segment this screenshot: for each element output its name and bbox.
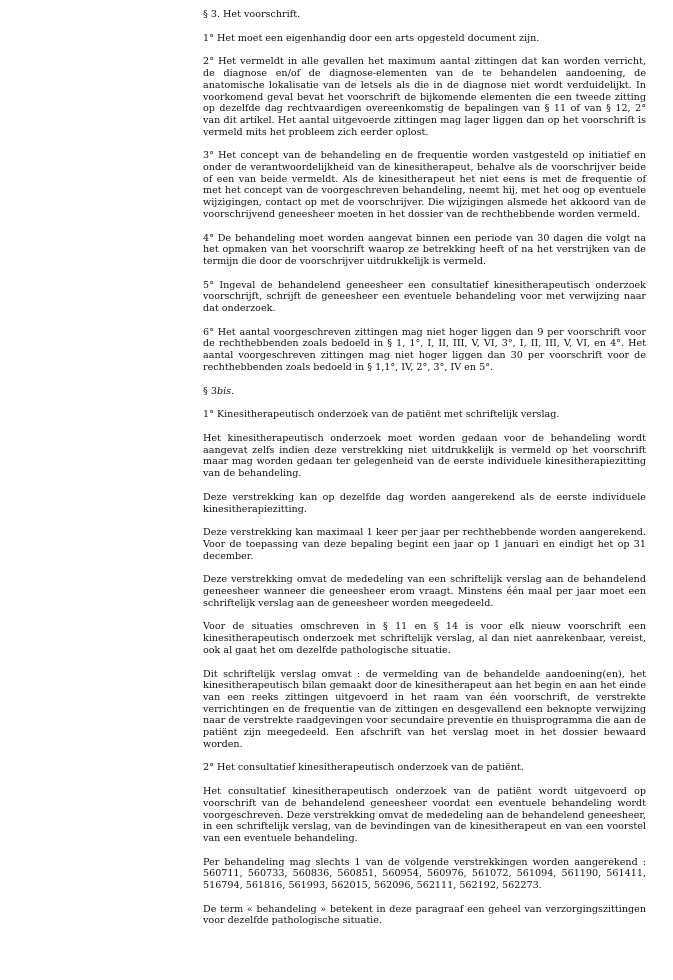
paragraph: Deze verstrekking kan op dezelfde dag worden aangerekend als de eerste individuele kinesitherapiezitting. (203, 491, 646, 515)
paragraph: Per behandeling mag slechts 1 van de volgende verstrekkingen worden aangerekend : 560711, 560733, 560836, 560851, 560954, 560976, 561072, 561094, 561190, 561411, 516794, 561816, 561993, 562015, 562096, 562111, 562192, 562273. (203, 856, 646, 892)
section-heading-3: § 3. Het voorschrift. (203, 9, 301, 20)
paragraph: Deze verstrekking omvat de mededeling van een schriftelijk verslag aan de behandelend geneesheer wanneer die geneesheer erom vraagt. Minstens één maal per jaar moet een schriftelijk verslag aan de geneesheer worden meegedeeld. (203, 574, 646, 609)
paragraph: Deze verstrekking kan maximaal 1 keer per jaar per rechthebbende worden aangerekend. Voor de toepassing van deze bepaling begint een jaar op 1 januari en eindigt het op 31 december. (203, 527, 646, 562)
paragraph: Voor de situaties omschreven in § 11 en § 14 is voor elk nieuw voorschrift een kinesitherapeutisch onderzoek met schriftelijk verslag, al dan niet aanrekenbaar, vereist, ook al gaat het om dezelfde pathologische situatie. (203, 621, 646, 656)
paragraph: 6° Het aantal voorgeschreven zittingen mag niet hoger liggen dan 9 per voorschrift voor de rechthebbenden zoals bedoeld in § 1, 1°, I, II, III, V, VI, 3°, I, II, III, V, VI, en 4°. Het aantal voorgeschreven zittingen mag niet hoger liggen dan 30 per voorschrift voor de rechthebbenden zoals bedoeld in § 1,1°, IV, 2°, 3°, IV en 5°. (203, 326, 646, 373)
paragraph: 3° Het concept van de behandeling en de frequentie worden vastgesteld op initiatief en onder de verantwoordelijkheid van de kinesitherapeut, behalve als de voorschrijver beide of een van beide vermeldt. Als de kinesitherapeut het niet eens is met de frequentie of met het concept van de voorgeschreven behandeling, neemt hij, met het oog op eventuele wijzigingen, contact op met de voorschrijver. Die wijzigingen alsmede het akkoord van de voorschrijvend geneesheer moeten in het dossier van de rechthebbende worden vermeld. (203, 150, 646, 220)
section-heading-3bis: § 3bis. (203, 385, 235, 397)
paragraph: 2° Het consultatief kinesitherapeutisch onderzoek van de patiënt. (203, 762, 524, 774)
paragraph: Het consultatief kinesitherapeutisch onderzoek van de patiënt wordt uitgevoerd op voorschrift van de behandelend geneesheer voordat een eventuele behandeling wordt voorgeschreven. Deze verstrekking omvat de mededeling aan de behandelend geneesheer, in een schriftelijk verslag, van de bevindingen van de kinesitherapeut en van een voorstel van een eventuele behandeling. (203, 786, 646, 844)
paragraph: 1° Het moet een eigenhandig door een arts opgesteld document zijn. (203, 32, 540, 44)
paragraph: 5° Ingeval de behandelend geneesheer een consultatief kinesitherapeutisch onderzoek voorschrijft, schrijft de geneesheer een eventuele behandeling voor met verwijzing naar dat onderzoek. (203, 279, 646, 315)
paragraph: Dit schriftelijk verslag omvat : de vermelding van de behandelde aandoening(en), het kinesitherapeutisch bilan gemaakt door de kinesitherapeut aan het begin en aan het einde van een reeks zittingen uitgevoerd in het raam van één voorschrift, de verstrekte verrichtingen en de frequentie van de zittingen en desgevallend een beknopte verwijzing naar de verstrekte raadgevingen voor secundaire preventie en thuisprogramma die aan de patiënt zijn meegedeeld. Een afschrift van het verslag moet in het dossier bewaard worden. (203, 668, 646, 750)
paragraph: Het kinesitherapeutisch onderzoek moet worden gedaan voor de behandeling wordt aangevat zelfs indien deze verstrekking niet uitdrukkelijk is vermeld op het voorschrift maar mag worden gedaan ter gelegenheid van de eerste individuele kinesitherapiezitting van de behandeling. (203, 432, 646, 480)
paragraph: De term « behandeling » betekent in deze paragraaf een geheel van verzorgingszittingen voor dezelfde pathologische situatie. (203, 903, 646, 927)
paragraph: 4° De behandeling moet worden aangevat binnen een periode van 30 dagen die volgt na het opmaken van het voorschrift waarop ze betrekking heeft of na het verstrijken van de termijn die door de voorschrijver uitdrukkelijk is vermeld. (203, 232, 646, 267)
document-body (203, 9, 646, 939)
paragraph: 2° Het vermeldt in alle gevallen het maximum aantal zittingen dat kan worden verricht, de diagnose en/of de diagnose-elementen van de te behandelen aandoening, de anatomische lokalisatie van de letsels als die in de diagnose niet wordt verduidelijkt. In voorkomend geval bevat het voorschrift de bijkomende elementen die een tweede zitting op dezelfde dag rechtvaardigen overeenkomstig de bepalingen van § 11 of van § 12, 2° van dit artikel. Het aantal uitgevoerde zittingen mag lager liggen dan op het voorschrift is vermeld mits het probleem zich eerder oplost. (203, 56, 646, 138)
paragraph: 1° Kinesitherapeutisch onderzoek van de patiënt met schriftelijk verslag. (203, 409, 560, 421)
